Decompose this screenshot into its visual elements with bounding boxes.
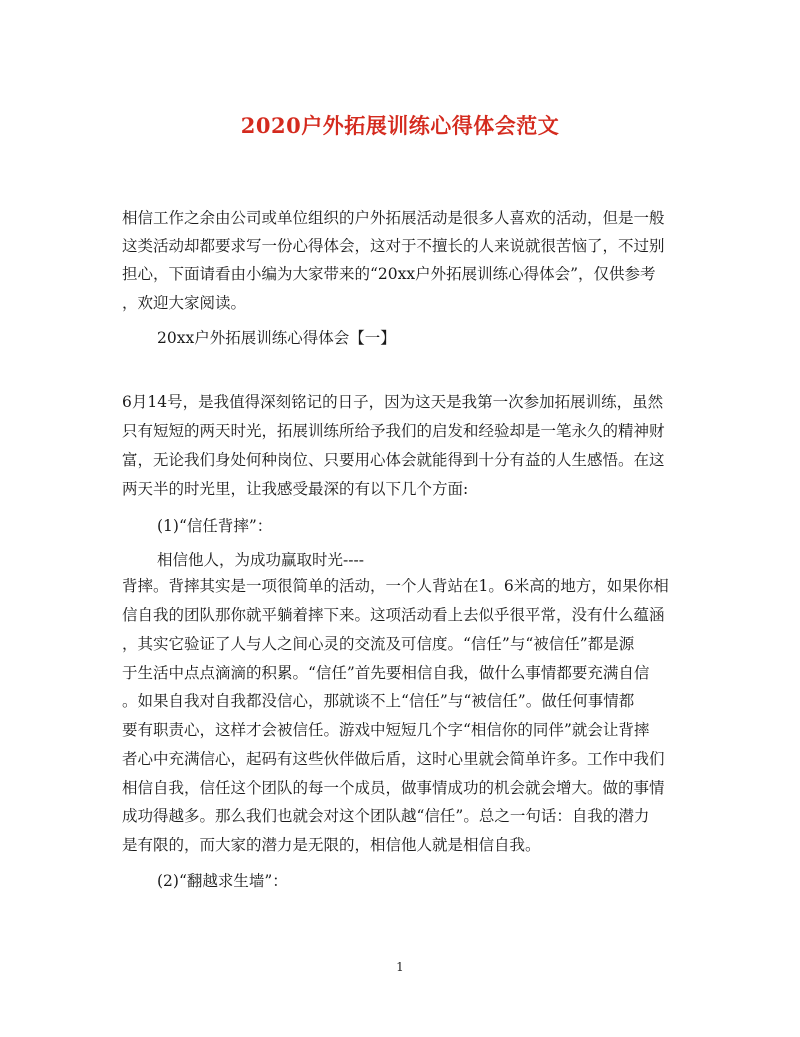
- subheading: (2)“翻越求生墙”：: [157, 872, 288, 890]
- paragraph-line: 相信自我，信任这个团队的每一个成员，做事情成功的机会就会增大。做的事情: [122, 779, 665, 797]
- paragraph-line: 相信工作之余由公司或单位组织的户外拓展活动是很多人喜欢的活动，但是一般: [122, 209, 665, 227]
- paragraph-line: ，欢迎大家阅读。: [122, 294, 247, 312]
- paragraph-line: 相信他人，为成功赢取时光----: [157, 551, 364, 569]
- paragraph-line: 。如果自我对自我都没信心，那就谈不上“信任”与“被信任”。做任何事情都: [122, 692, 635, 710]
- paragraph-line: ，其实它验证了人与人之间心灵的交流及可信度。“信任”与“被信任”都是源: [122, 635, 635, 653]
- paragraph-line: 两天半的时光里，让我感受最深的有以下几个方面:: [122, 480, 469, 498]
- paragraph-line: 担心，下面请看由小编为大家带来的“20xx户外拓展训练心得体会”，仅供参考: [122, 265, 656, 283]
- paragraph-line: 6月14号，是我值得深刻铭记的日子，因为这天是我第一次参加拓展训练，虽然: [122, 393, 664, 411]
- paragraph-line: 富，无论我们身处何种岗位、只要用心体会就能得到十分有益的人生感悟。在这: [122, 451, 665, 469]
- paragraph-line: 背摔。背摔其实是一项很简单的活动，一个人背站在1。6米高的地方，如果你相: [122, 577, 669, 595]
- subheading: (1)“信任背摔”：: [157, 517, 273, 535]
- paragraph-line: 信自我的团队那你就平躺着摔下来。这项活动看上去似乎很平常，没有什么蕴涵: [122, 606, 665, 624]
- paragraph-line: 成功得越多。那么我们也就会对这个团队越“信任”。总之一句话：自我的潜力: [122, 807, 650, 825]
- document-title: 2020户外拓展训练心得体会范文: [240, 113, 560, 138]
- paragraph-line: 要有职责心，这样才会被信任。游戏中短短几个字“相信你的同伴”就会让背摔: [122, 721, 650, 739]
- paragraph-line: 者心中充满信心，起码有这些伙伴做后盾，这时心里就会简单许多。工作中我们: [122, 750, 665, 768]
- section-heading: 20xx户外拓展训练心得体会【一】: [157, 329, 396, 347]
- paragraph-line: 这类活动却都要求写一份心得体会，这对于不擅长的人来说就很苦恼了，不过别: [122, 237, 665, 255]
- paragraph-line: 是有限的，而大家的潜力是无限的，相信他人就是相信自我。: [122, 836, 541, 854]
- page-number: 1: [396, 960, 404, 974]
- paragraph-line: 于生活中点点滴滴的积累。“信任”首先要相信自我，做什么事情都要充满自信: [122, 664, 650, 682]
- paragraph-line: 只有短短的两天时光，拓展训练所给予我们的启发和经验却是一笔永久的精神财: [122, 422, 665, 440]
